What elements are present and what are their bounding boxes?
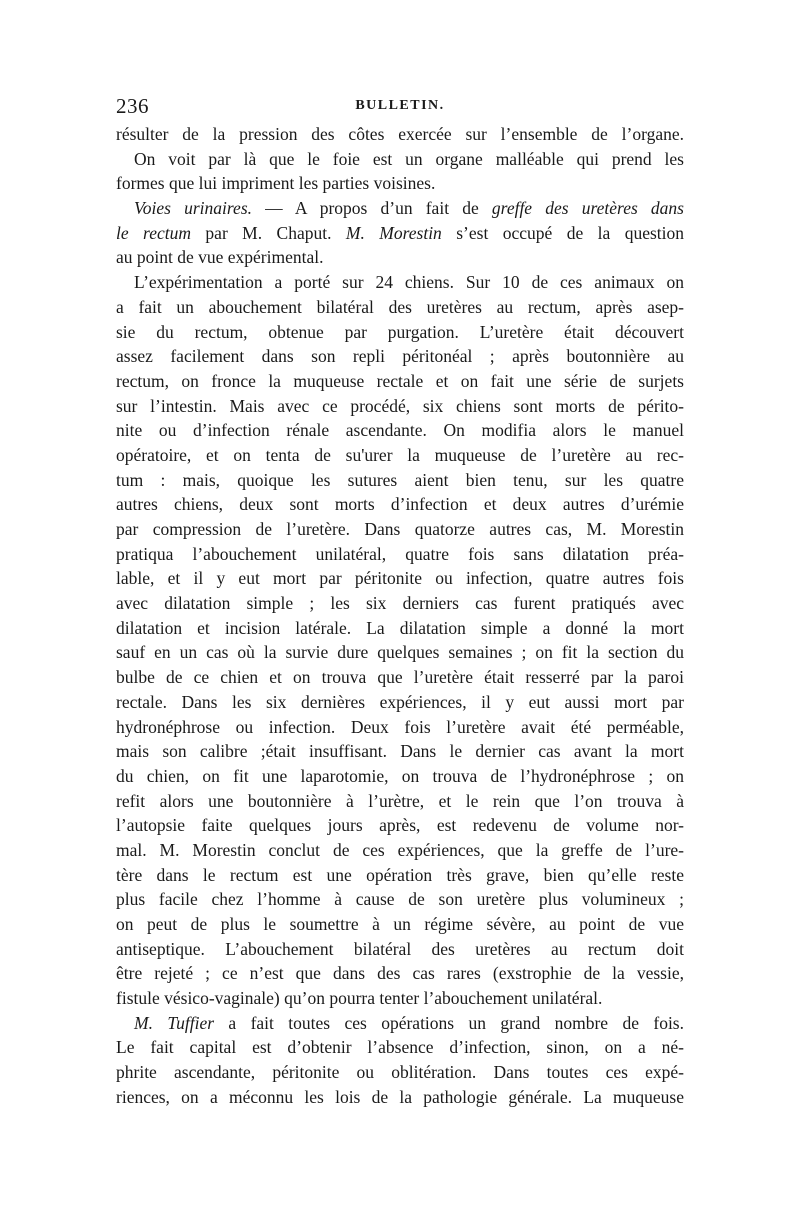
- text-line: nite ou d’infection rénale ascendante. On modifia alors le manuel: [116, 420, 684, 441]
- text-line: mal. M. Morestin conclut de ces expériences, que la greffe de l’ure-: [116, 839, 684, 860]
- section-title-voies-urinaires: Voies urinaires.: [134, 198, 252, 219]
- text-line: mais son calibre ;était insuffisant. Dans le dernier cas avant la mort: [116, 741, 684, 762]
- text-line: on peut de plus le soumettre à un régime sévère, au point de vue: [116, 914, 684, 934]
- text-line: au point de vue expérimental.: [116, 247, 324, 268]
- page-header: [116, 94, 684, 120]
- text-line: tère dans le rectum est une opération très grave, bien qu’elle reste: [116, 864, 684, 885]
- text-line: fistule vésico-vaginale) qu’on pourra tenter l’abouchement unilatéral.: [116, 988, 603, 1009]
- text-line: sur l’intestin. Mais avec ce procédé, six chiens sont morts de périto-: [116, 395, 684, 416]
- body-text: [116, 122, 684, 1110]
- text-fragment: s’est occupé de la question: [441, 222, 684, 243]
- text-line: [116, 1011, 684, 1036]
- text-line: du chien, on fit une laparotomie, on trouva de l’hydronéphrose ; on: [116, 765, 684, 786]
- text-line: rectum, on fronce la muqueuse rectale et on fait une série de surjets: [116, 370, 684, 391]
- text-line: opératoire, et on tenta de su'urer la muqueuse de l’uretère au rec-: [116, 444, 684, 465]
- text-fragment: — A propos d’un fait de: [252, 198, 492, 219]
- text-line: hydronéphrose ou infection. Deux fois l’uretère avait été perméable,: [116, 716, 684, 737]
- text-line: sie du rectum, obtenue par purgation. L’uretère était découvert: [116, 321, 684, 342]
- text-line: plus facile chez l’homme à cause de son uretère plus volumineux ;: [116, 889, 684, 910]
- text-line: phrite ascendante, péritonite ou oblitération. Dans toutes ces expé-: [116, 1062, 684, 1083]
- text-line: tum : mais, quoique les sutures aient bien tenu, sur les quatre: [116, 469, 684, 490]
- text-line: lable, et il y eut mort par péritonite ou infection, quatre autres fois: [116, 568, 684, 589]
- italic-fragment: le rectum: [116, 222, 191, 243]
- text-line: formes que lui impriment les parties voisines.: [116, 173, 436, 194]
- text-line: autres chiens, deux sont morts d’infection et deux autres d’urémie: [116, 494, 684, 515]
- text-fragment: a fait toutes ces opérations un grand nombre de fois.: [214, 1012, 684, 1033]
- page-number: 236: [116, 94, 149, 118]
- text-line: rectale. Dans les six dernières expériences, il y eut aussi mort par: [116, 691, 684, 712]
- text-line: avec dilatation simple ; les six derniers cas furent pratiqués avec: [116, 593, 684, 614]
- text-line: l’autopsie faite quelques jours après, est redevenu de volume nor-: [116, 815, 684, 836]
- text-line: refit alors une boutonnière à l’urètre, et le rein que l’on trouva à: [116, 790, 684, 811]
- text-line: dilatation et incision latérale. La dilatation simple a donné la mort: [116, 617, 684, 638]
- text-line: antiseptique. L’abouchement bilatéral des uretères au rectum doit: [116, 938, 684, 959]
- author-name-tuffier: M. Tuffier: [134, 1012, 215, 1033]
- text-line: L’expérimentation a porté sur 24 chiens. Sur 10 de ces animaux on: [134, 272, 684, 293]
- running-head: BULLETIN.: [355, 98, 445, 113]
- text-line: assez facilement dans son repli péritonéal ; après boutonnière au: [116, 346, 684, 367]
- text-line: [116, 221, 684, 246]
- text-line: résulter de la pression des côtes exercée sur l’ensemble de l’organe.: [116, 124, 684, 144]
- text-line: [116, 196, 684, 221]
- text-line: pratiqua l’abouchement unilatéral, quatre fois sans dilatation préa-: [116, 543, 684, 564]
- text-line: sauf en un cas où la survie dure quelques semaines ; on fit la section du: [116, 642, 684, 663]
- text-line: bulbe de ce chien et on trouva que l’uretère était resserré par la paroi: [116, 667, 684, 688]
- text-line: On voit par là que le foie est un organe malléable qui prend les: [134, 148, 684, 169]
- author-name-morestin: M. Morestin: [345, 222, 442, 243]
- text-line: a fait un abouchement bilatéral des uretères au rectum, après asep-: [116, 296, 684, 317]
- text-line: Le fait capital est d’obtenir l’absence d’infection, sinon, on a né-: [116, 1037, 684, 1058]
- text-line: par compression de l’uretère. Dans quatorze autres cas, M. Morestin: [116, 519, 684, 539]
- text-line: être rejeté ; ce n’est que dans des cas rares (exstrophie de la vessie,: [116, 963, 684, 984]
- italic-fragment: greffe des uretères dans: [491, 198, 684, 219]
- text-fragment: par M. Chaput.: [191, 222, 346, 243]
- text-line: riences, on a méconnu les lois de la pathologie générale. La muqueuse: [116, 1086, 684, 1107]
